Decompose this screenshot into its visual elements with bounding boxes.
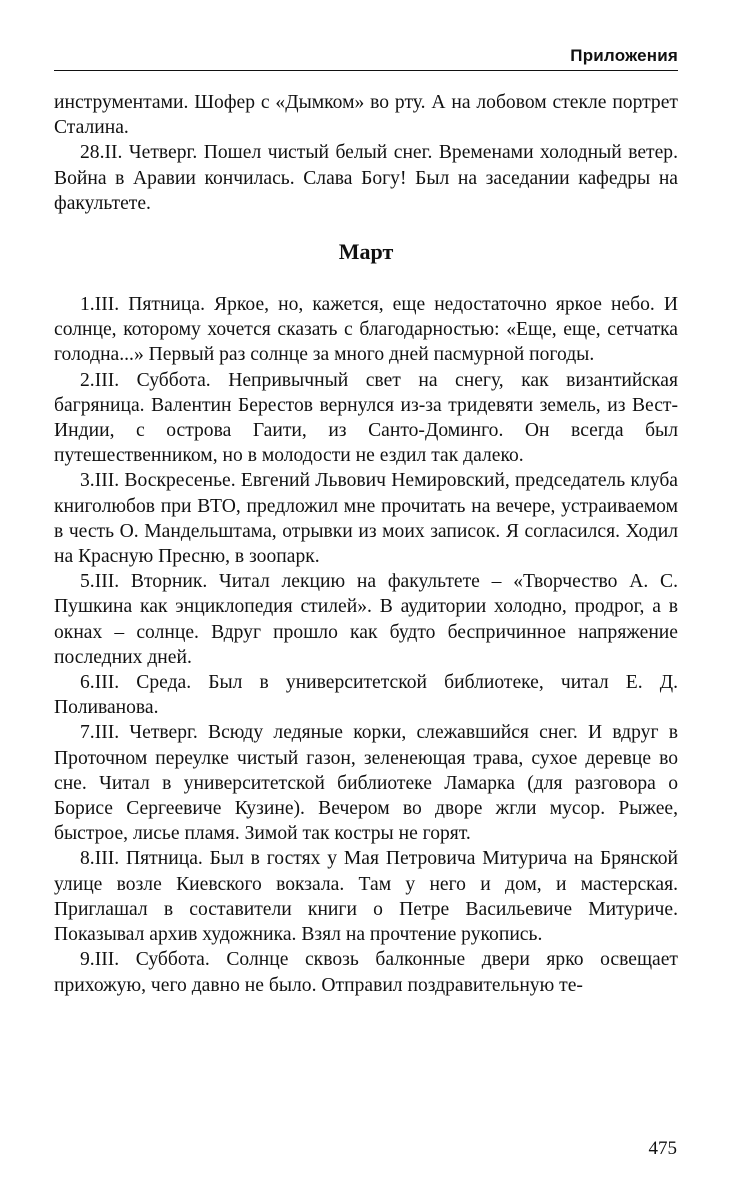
diary-entry-mar-6: 6.III. Среда. Был в университетской библиотеке, читал Е. Д. Поливанова.	[54, 672, 678, 719]
diary-entry-mar-2: 2.III. Суббота. Непривычный свет на снегу, как византийская багряница. Валентин Берестов вернулся из-за тридевяти земель, из Вест-Индии, с острова Гаити, из Санто-Доминго. Он всегда был путешественником, но в молодости не ездил так далеко.	[54, 369, 678, 467]
section-heading-march: Март	[338, 239, 394, 265]
running-title: Приложения	[570, 46, 678, 65]
diary-entry-feb-28: 28.II. Четверг. Пошел чистый белый снег. Временами холодный ветер. Война в Аравии кончилась. Слава Богу! Был на заседании кафедры на факультете.	[54, 142, 678, 214]
diary-entry-mar-1: 1.III. Пятница. Яркое, но, кажется, еще недостаточно яркое небо. И солнце, которому хочется сказать с благодарностью: «Еще, еще, сетчатка голодна...» Первый раз солнце за много дней пасмурной погоды.	[54, 294, 678, 366]
running-head	[54, 44, 678, 71]
diary-entry-mar-9: 9.III. Суббота. Солнце сквозь балконные двери ярко освещает прихожую, чего давно не было. Отправил поздравительную те-	[54, 949, 678, 996]
body-text	[54, 90, 678, 998]
continuation-paragraph: инструментами. Шофер с «Дымком» во рту. А на лобовом стекле портрет Сталина.	[54, 92, 678, 139]
diary-entry-mar-5: 5.III. Вторник. Читал лекцию на факультете – «Творчество А. С. Пушкина как энциклопедия стилей». В аудитории холодно, продрог, а в окнах – солнце. Вдруг прошло как будто беспричинное напряжение последних дней.	[54, 571, 678, 668]
diary-entry-mar-8: 8.III. Пятница. Был в гостях у Мая Петровича Митурича на Брянской улице возле Киевского вокзала. Там у него и дом, и мастерская. Приглашал в составители книги о Петре Васильевиче Митуриче. Показывал архив художника. Взял на прочтение рукопись.	[54, 848, 678, 946]
diary-entry-mar-7: 7.III. Четверг. Всюду ледяные корки, слежавшийся снег. И вдруг в Проточном переулке чистый газон, зеленеющая трава, сухое деревце во сне. Читал в университетской библиотеке Ламарка (для разговора о Борисе Сергеевиче Кузине). Вечером во дворе жгли мусор. Рыжее, быстрое, лисье пламя. Зимой так костры не горят.	[54, 722, 678, 845]
diary-entry-mar-3: 3.III. Воскресенье. Евгений Львович Немировский, председатель клуба книголюбов при ВТО, предложил мне прочитать на вечере, устраиваемом в честь О. Мандельштама, отрывки из моих записок. Я согласился. Ходил на Красную Пресню, в зоопарк.	[54, 470, 678, 568]
page-number: 475	[648, 1138, 677, 1159]
